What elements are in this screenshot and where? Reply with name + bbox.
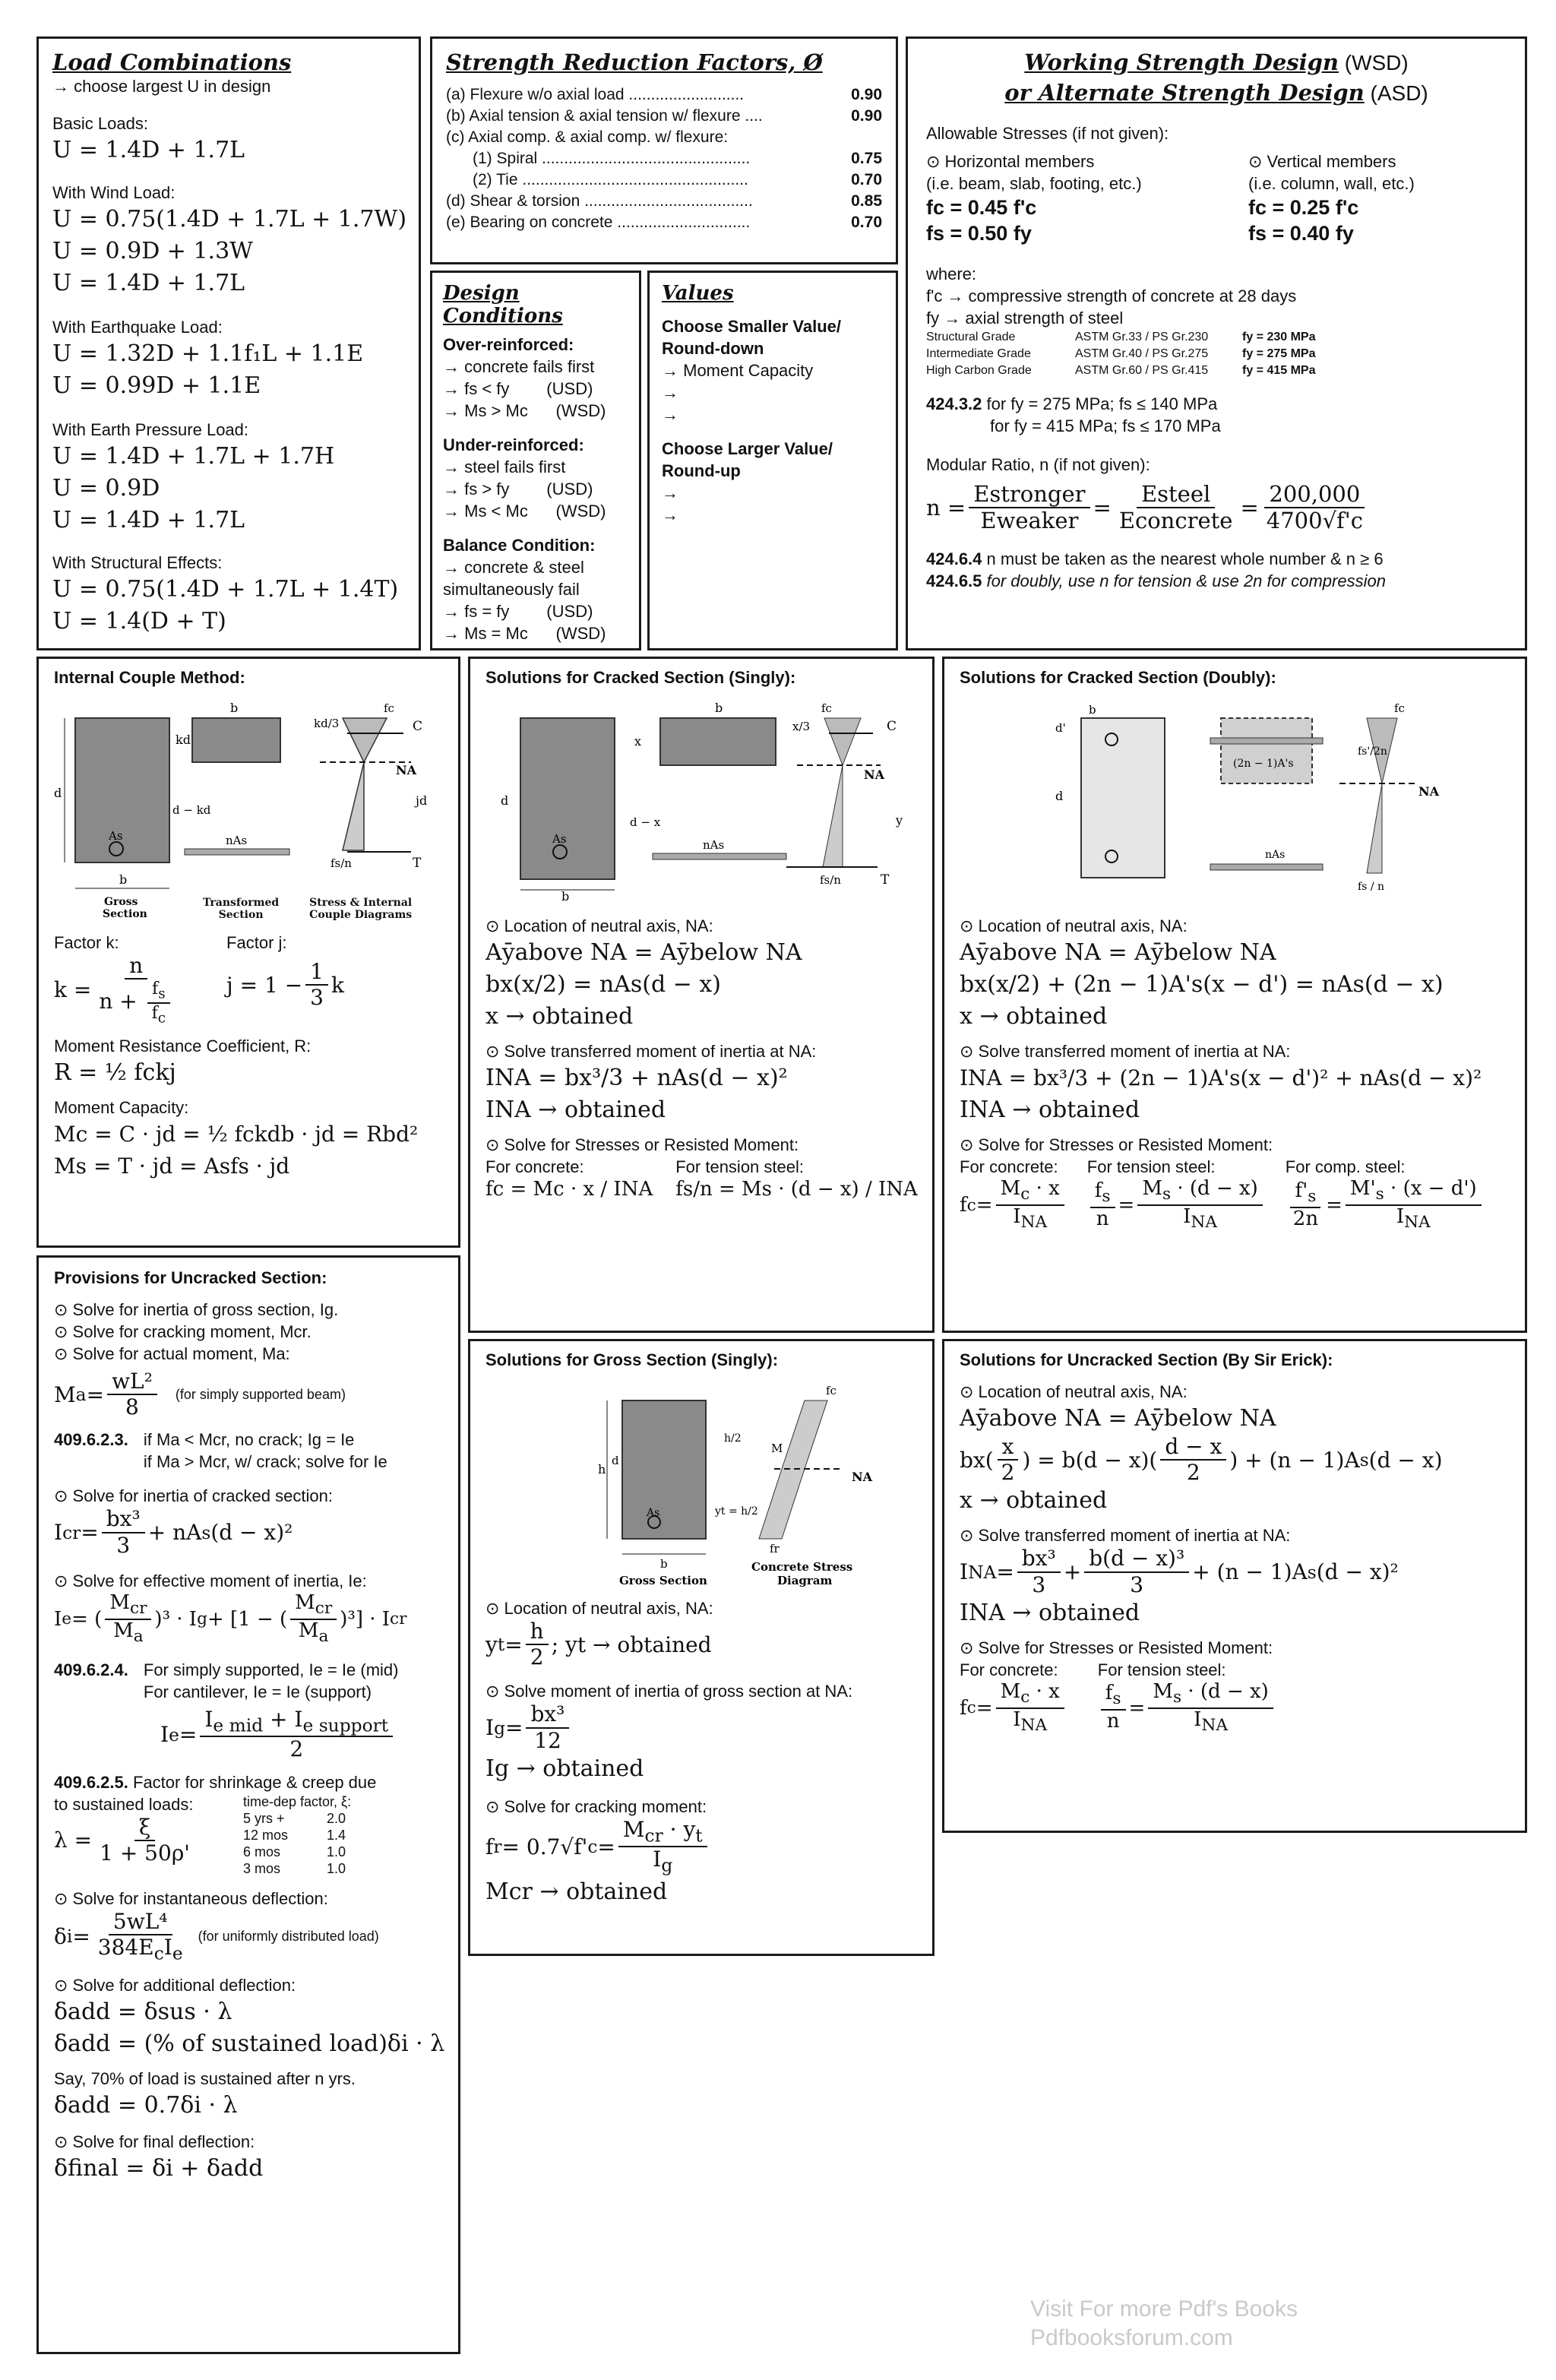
xi-value: 1.4 [326, 1827, 346, 1843]
gs-loc: ⊙ Location of neutral axis, NA: [485, 1599, 713, 1618]
wind-eq-3: U = 1.4D + 1.7L [52, 270, 245, 296]
er-for-concrete: For concrete: [960, 1660, 1058, 1679]
under-heading: Under-reinforced: [443, 435, 584, 454]
cs-eq2: bx(x/2) = nAs(d − x) [485, 971, 721, 998]
add-eq-2: δadd = (% of sustained load)δi · λ [54, 2030, 445, 2058]
icm-label-as: As [109, 829, 123, 843]
wind-eq-2: U = 0.9D + 1.3W [52, 238, 254, 264]
larger-1: → [662, 483, 678, 502]
values-title: Values [662, 282, 734, 305]
wind-label: With Wind Load: [52, 183, 176, 202]
icm-stress-triangle [343, 718, 387, 762]
icm-title: Internal Couple Method: [54, 668, 245, 687]
watermark-line-2: Pdfbooksforum.com [1030, 2325, 1233, 2350]
svg-text:d: d [1055, 789, 1064, 803]
code-424-3-2-text-1: for fy = 275 MPa; fs ≤ 140 MPa [982, 394, 1218, 413]
xi-row [243, 1844, 365, 1860]
ms-eq: Ms = T · jd = Asfs · jd [54, 1154, 290, 1179]
svg-text:C: C [887, 719, 897, 734]
xi-row [243, 1860, 365, 1877]
strength-item [446, 106, 882, 127]
load-note: → choose largest U in design [52, 77, 271, 96]
vt-fs: fs = 0.40 fy [1248, 222, 1354, 245]
cracked-singly-figure [485, 691, 919, 911]
strength-item-value: 0.70 [851, 171, 882, 188]
asd-abbr: (ASD) [1364, 81, 1428, 105]
earth-eq-3: U = 1.4D + 1.7L [52, 507, 245, 533]
xi-period: 5 yrs + [242, 1810, 285, 1826]
smaller-heading-2: Round-down [662, 339, 764, 358]
icm-label-t: T [413, 856, 422, 871]
strength-item [446, 148, 882, 169]
er-stress: ⊙ Solve for Stresses or Resisted Moment: [960, 1638, 1273, 1657]
gs-yt: ; yt → obtained [551, 1632, 712, 1657]
ma-note: (for simply supported beam) [175, 1387, 346, 1403]
internal-couple-panel: Internal Couple Method: b kd kd/3 fc C NA d d − kd jd As nAs fs/n T b Gross Section Transformed Section Stress & Internal Couple Diagrams Factor k: k = n n + $\frac{f_s}{f_c}$ Factor j: j = 1 − $\frac{1}{3}$ k Moment Resistance Coefficient, R: R = ½ fckj Moment Capacity: Mc = C · jd = ½ fckdb · jd = Rbd² Ms = T · jd = Asfs · jd [36, 657, 460, 1248]
cd-eq5: INA → obtained [960, 1097, 1140, 1123]
mod-n: n = [926, 495, 966, 521]
icm-cap-stress-2: Couple Diagrams [309, 909, 413, 921]
icm-label-b: b [230, 701, 239, 715]
svg-text:fr: fr [770, 1542, 780, 1556]
cd-eq2: bx(x/2) + (2n − 1)A's(x − d') = nAs(d − x) [960, 971, 1444, 998]
xi-period: 3 mos [242, 1860, 281, 1876]
svg-text:h/2: h/2 [724, 1432, 742, 1445]
svg-text:NA: NA [1418, 784, 1440, 799]
icm-label-nas: nAs [226, 834, 248, 847]
mc-eq: Mc = C · jd = ½ fckdb · jd = Rbd² [54, 1122, 419, 1147]
un-b8: ⊙ Solve for final deflection: [54, 2132, 255, 2152]
xi-value: 1.0 [326, 1860, 346, 1876]
strength-item-value: 0.90 [851, 107, 882, 125]
uncracked-erick-panel: Solutions for Uncracked Section (By Sir Erick): ⊙ Location of neutral axis, NA: Aȳabove NA = Aȳbelow NA bx( $\frac{x}{2}$ ) = b(d − x)( $\frac{d - x}{2}$ ) + (n − 1)A s (d − x) x → obtained ⊙ Solve transferred moment of inertia at NA: I NA = $\frac{\text{bx³}}{3}$ + $\frac{\text{b(d − x)³}}{3}$ + (n − 1)A s (d − x)² INA → obtained ⊙ Solve for Stresses or Resisted Moment: For concrete: f c = $\frac{M_c \cdot x}{I_{NA}}$ For tension steel: $\frac{f_s}{n}$ = $\frac{M_s \cdot (d - x)}{I_{NA}}$ [942, 1339, 1527, 1833]
icm-label-na: NA [396, 763, 417, 777]
add-eq-3: δadd = 0.7δi · λ [54, 2092, 238, 2119]
un-b5: ⊙ Solve for effective moment of inertia, Ie: [54, 1571, 367, 1590]
gs-mi: ⊙ Solve moment of inertia of gross section at NA: [485, 1682, 853, 1701]
icm-cap-gross: Gross [104, 896, 138, 908]
svg-text:NA: NA [864, 767, 885, 782]
svg-text:As: As [552, 832, 567, 846]
earthquake-eq-2: U = 0.99D + 1.1E [52, 372, 261, 399]
values-panel [647, 271, 898, 650]
smaller-2: → [662, 383, 678, 402]
grade-name: Structural Grade [926, 331, 1016, 343]
allowable-label: Allowable Stresses (if not given): [926, 124, 1169, 143]
gs-cap-gross: Gross Section [619, 1574, 707, 1587]
c2b: For cantilever, Ie = Ie (support) [143, 1682, 372, 1701]
wsd-abbr: (WSD) [1338, 51, 1409, 74]
horizontal-members: ⊙ Horizontal members [926, 152, 1095, 171]
add-eq-1: δadd = δsus · λ [54, 1999, 232, 2026]
grade-name: Intermediate Grade [926, 347, 1031, 360]
strength-reduction-panel [430, 36, 898, 264]
where-label: where: [926, 264, 977, 283]
cs-eq3: x → obtained [485, 1003, 634, 1030]
svg-text:M: M [771, 1442, 783, 1455]
bal-2: simultaneously fail [443, 580, 580, 599]
cs-stress-t [823, 765, 843, 867]
xi-row [243, 1810, 365, 1827]
uncracked-title: Provisions for Uncracked Section: [54, 1268, 327, 1287]
svg-text:d − x: d − x [630, 815, 661, 829]
design-title: Design Conditions [443, 282, 563, 328]
cracked-doubly-figure [960, 691, 1507, 911]
strength-item [446, 169, 882, 191]
say-note: Say, 70% of load is sustained after n yrs. [54, 2069, 356, 2089]
icm-cap-stress: Stress & Internal [309, 897, 413, 909]
icm-cap-transformed: Transformed [203, 897, 280, 909]
un-b3: ⊙ Solve for actual moment, Ma: [54, 1344, 290, 1363]
hz-fc: fc = 0.45 f'c [926, 196, 1037, 219]
code-409-6-2-3: 409.6.2.3. [54, 1430, 128, 1450]
cd-eq3: x → obtained [960, 1003, 1108, 1030]
svg-text:NA: NA [852, 1470, 873, 1484]
cd-gross [1081, 718, 1165, 878]
cs-for-tension: For tension steel: [675, 1157, 804, 1176]
strength-item-label: (d) Shear & torsion ...................................... [446, 192, 753, 210]
svg-text:x/3: x/3 [792, 720, 811, 733]
horizontal-members-eg: (i.e. beam, slab, footing, etc.) [926, 174, 1142, 193]
icm-transformed [192, 718, 280, 762]
code-424-6-4-text: n must be taken as the nearest whole number & n ≥ 6 [982, 549, 1384, 568]
struct-eq-2: U = 1.4(D + T) [52, 608, 226, 635]
mod-frac3-d: 4700√f'c [1266, 508, 1363, 534]
under-3: → Ms < Mc (WSD) [443, 502, 606, 521]
code-409-6-2-5: 409.6.2.5. [54, 1772, 128, 1792]
c2a: For simply supported, Ie = Ie (mid) [143, 1660, 399, 1679]
grade-name: High Carbon Grade [926, 364, 1032, 377]
earthquake-eq-1: U = 1.32D + 1.1f₁L + 1.1E [52, 340, 364, 367]
icm-label-b2: b [119, 872, 128, 887]
di-note: (for uniformly distributed load) [198, 1929, 379, 1945]
modular-label: Modular Ratio, n (if not given): [926, 455, 1150, 474]
strength-title: Strength Reduction Factors, Ø [446, 49, 823, 75]
svg-text:b: b [715, 701, 723, 715]
cs-stress: ⊙ Solve for Stresses or Resisted Moment: [485, 1135, 799, 1154]
icm-cap-transformed-2: Section [218, 909, 264, 921]
svg-text:b: b [660, 1557, 668, 1571]
svg-text:(2n − 1)A's: (2n − 1)A's [1233, 758, 1294, 770]
svg-text:fs / n: fs / n [1358, 881, 1384, 893]
er-eq5: INA → obtained [960, 1599, 1140, 1626]
over-2: → fs < fy (USD) [443, 379, 593, 398]
xi-table [243, 1810, 365, 1877]
wsd-title-1: Working Strength Design [1024, 49, 1339, 75]
over-heading: Over-reinforced: [443, 335, 574, 354]
svg-text:fc: fc [1394, 701, 1405, 715]
svg-text:fs'/2n: fs'/2n [1358, 745, 1387, 758]
strength-item [446, 84, 882, 106]
earthquake-label: With Earthquake Load: [52, 318, 223, 337]
strength-item-value: 0.70 [851, 214, 882, 231]
strength-item-value: 0.75 [851, 150, 882, 167]
icm-label-kd3: kd/3 [314, 717, 340, 730]
cracked-doubly-title: Solutions for Cracked Section (Doubly): [960, 668, 1276, 687]
cd-eq4: INA = bx³/3 + (2n − 1)A's(x − d')² + nAs(d − x)² [960, 1065, 1482, 1090]
strength-item [446, 212, 882, 233]
design-conditions-panel [430, 271, 641, 650]
cs-transformed [660, 718, 776, 765]
icm-cap-gross-2: Section [103, 908, 147, 920]
icm-transformed-steel [185, 849, 289, 855]
grade-astm: ASTM Gr.60 / PS Gr.415 [1075, 364, 1209, 377]
smaller-1: → Moment Capacity [662, 361, 814, 380]
vt-fc: fc = 0.25 f'c [1248, 196, 1359, 219]
strength-item [446, 191, 882, 212]
j-eq: j = 1 − [226, 972, 303, 998]
cd-inertia: ⊙ Solve transferred moment of inertia at NA: [960, 1042, 1291, 1061]
larger-heading-1: Choose Larger Value/ [662, 439, 833, 458]
c1b: if Ma > Mcr, w/ crack; solve for Ie [143, 1452, 387, 1472]
strength-item-value: 0.85 [851, 192, 882, 210]
smaller-3: → [662, 405, 678, 424]
svg-text:yt = h/2: yt = h/2 [715, 1505, 758, 1518]
icm-label-jd: jd [416, 793, 428, 808]
svg-text:d: d [612, 1454, 619, 1467]
xi-heading: time-dep factor, ξ: [242, 1793, 352, 1809]
r-label: Moment Resistance Coefficient, R: [54, 1037, 312, 1056]
wsd-panel: Working Strength Design (WSD) or Alternate Strength Design (ASD) Allowable Stresses (if not given): ⊙ Horizontal members (i.e. beam, slab, footing, etc.) fc = 0.45 f'c fs = 0.50 fy ⊙ Vertical members (i.e. column, wall, etc.) fc = 0.25 f'c fs = 0.40 fy where: f'c → compressive strength of concrete at 28 days fy → axial strength of steel Structural Grade ASTM Gr.33 / PS Gr.230 fy = 230 MPa Intermediate Grade ASTM Gr.40 / PS Gr.275 fy = 275 MPa High Carbon Grade ASTM Gr.60 / PS Gr.415 fy = 415 MPa 424.3.2 for fy = 275 MPa; fs ≤ 140 MPa for fy = 415 MPa; fs ≤ 170 MPa Modular Ratio, n (if not given): n = $\frac{\text{Estronger}}{\text{Eweaker}}$ = $\frac{\text{Esteel}}{\text{Econcrete}}$ = $\frac{200,000}{4700√f'c}$ 424.6.4 n must be taken as the nearest whole number & n ≥ 6 424.6.5 for doubly, use n for tension & use 2n for compression [906, 36, 1527, 650]
basic-eq: U = 1.4D + 1.7L [52, 137, 245, 163]
load-combinations-panel [36, 36, 421, 650]
struct-label: With Structural Effects: [52, 553, 223, 572]
cs-inertia: ⊙ Solve transferred moment of inertia at NA: [485, 1042, 817, 1061]
uncracked-provisions-panel: Provisions for Uncracked Section: ⊙ Solve for inertia of gross section, Ig. ⊙ Solve for cracking moment, Mcr. ⊙ Solve for actual moment, Ma: M a = $\frac{\text{wL²}}{8}$ (for simply supported beam) 409.6.2.3. if Ma < Mcr, no crack; Ig = Ie if Ma > Mcr, w/ crack; solve for Ie ⊙ Solve for inertia of cracked section: I cr = $\frac{\text{bx³}}{3}$ + nA s (d − x)² ⊙ Solve for effective moment of inertia, Ie: I e = ( $\frac{M_{cr}}{M_a}$ )³ · I g + [1 − ( $\frac{M_{cr}}{M_a}$ )³] · I cr 409.6.2.4. For simply supported, Ie = Ie (mid) For cantilever, Ie = Ie (support) I e = $\frac{I_{e mid} + I_{e support}}{2}$ 409.6.2.5. Factor for shrinkage & creep due to sustained loads: λ = $\frac{\xi}{1 + 50\rho'}$ time-dep factor, ξ: 5 yrs + 2.0 12 mos 1.4 6 mos 1.0 3 mos 1.0 ⊙ Solve for instantaneous deflection: δ i = $\frac{\text{5wL⁴}}{384E_cI_e}$ (for uniformly distributed load) ⊙ Solve for additional deflection: δadd = δsus · λ δadd = (% of sustained load)δi · λ Say, 70% of load is sustained after n yrs. δadd = 0.7δi · λ ⊙ Solve for final deflection: δfinal = δi + δadd [36, 1255, 460, 2354]
svg-text:nAs: nAs [703, 838, 725, 852]
gs-gross [622, 1400, 706, 1539]
code-424-3-2: 424.3.2 [926, 394, 982, 413]
svg-text:fc: fc [826, 1384, 837, 1397]
cs-loc: ⊙ Location of neutral axis, NA: [485, 916, 713, 935]
strength-item-value: 0.90 [851, 86, 882, 103]
cd-loc: ⊙ Location of neutral axis, NA: [960, 916, 1188, 935]
svg-text:d': d' [1055, 721, 1066, 735]
strength-item-label: (c) Axial comp. & axial comp. w/ flexure: [446, 128, 729, 146]
un-b7: ⊙ Solve for additional deflection: [54, 1976, 296, 1995]
cs-eq5: INA → obtained [485, 1097, 666, 1123]
mod-frac2-n: Esteel [1137, 482, 1215, 508]
cracked-singly-title: Solutions for Cracked Section (Singly): [485, 668, 796, 687]
basic-label: Basic Loads: [52, 114, 148, 133]
larger-2: → [662, 505, 678, 524]
gs-mcr: Mcr → obtained [485, 1878, 668, 1905]
larger-heading-2: Round-up [662, 461, 741, 480]
cd-eq1: Aȳabove NA = Aȳbelow NA [960, 939, 1276, 966]
grade-row [926, 329, 1507, 346]
strength-item-label: (a) Flexure w/o axial load .......................... [446, 86, 745, 103]
over-3: → Ms > Mc (WSD) [443, 401, 606, 420]
smaller-heading-1: Choose Smaller Value/ [662, 317, 841, 336]
gross-section-figure [485, 1373, 919, 1594]
svg-text:fc: fc [821, 701, 832, 715]
hz-fs: fs = 0.50 fy [926, 222, 1032, 245]
cd-comp-steel [1210, 738, 1323, 744]
struct-eq-1: U = 0.75(1.4D + 1.7L + 1.4T) [52, 576, 399, 603]
watermark [1030, 2295, 1298, 2353]
svg-text:nAs: nAs [1265, 849, 1286, 861]
svg-text:y: y [896, 813, 903, 828]
er-inertia: ⊙ Solve transferred moment of inertia at NA: [960, 1526, 1291, 1546]
un-b6: ⊙ Solve for instantaneous deflection: [54, 1888, 328, 1908]
wind-eq-1: U = 0.75(1.4D + 1.7L + 1.7W) [52, 206, 407, 233]
un-b1: ⊙ Solve for inertia of gross section, Ig. [54, 1300, 339, 1319]
svg-text:b: b [561, 889, 570, 904]
icm-label-fsn: fs/n [330, 856, 352, 870]
over-1: → concrete fails first [443, 357, 595, 376]
svg-text:x: x [634, 734, 642, 748]
cs-steel [653, 853, 786, 859]
er-eq1: Aȳabove NA = Aȳbelow NA [960, 1405, 1276, 1432]
c3a: Factor for shrinkage & creep due [133, 1772, 377, 1792]
gs-crack: ⊙ Solve for cracking moment: [485, 1796, 707, 1816]
un-b4: ⊙ Solve for inertia of cracked section: [54, 1486, 333, 1506]
grade-fy: fy = 415 MPa [1242, 364, 1316, 377]
factor-j-label: Factor j: [226, 933, 287, 952]
earth-eq-2: U = 0.9D [52, 475, 160, 502]
grade-fy: fy = 275 MPa [1242, 347, 1316, 360]
code-424-3-2-text-2: for fy = 415 MPa; fs ≤ 170 MPa [990, 416, 1221, 435]
xi-row [243, 1827, 365, 1844]
cracked-doubly-panel: Solutions for Cracked Section (Doubly): b d' d (2n − 1)A's nAs fc fs'/2n NA fs / n ⊙ Location of neutral axis, NA: Aȳabove NA = Aȳbelow NA bx(x/2) + (2n − 1)A's(x − d') = nAs(d − x) x → obtained ⊙ Solve transferred moment of inertia at NA: INA = bx³/3 + (2n − 1)A's(x − d')² + nAs(d − x)² INA → obtained ⊙ Solve for Stresses or Resisted Moment: For concrete: f c = $\frac{M_c \cdot x}{I_{NA}}$ For tension steel: $\frac{f_s}{n}$ = $\frac{M_s \cdot (d - x)}{I_{NA}}$ For comp. steel: $\frac{f'_s}{2n}$ = $\frac{M'_s \cdot (x - d')}{I_{NA}}$ [942, 657, 1527, 1333]
grade-fy: fy = 230 MPa [1242, 331, 1316, 343]
c1a: if Ma < Mcr, no crack; Ig = Ie [143, 1430, 355, 1450]
code-424-6-5: 424.6.5 [926, 571, 982, 590]
gross-title: Solutions for Gross Section (Singly): [485, 1350, 779, 1369]
code-409-6-2-4: 409.6.2.4. [54, 1660, 128, 1679]
cd-for-comp: For comp. steel: [1285, 1157, 1406, 1176]
xi-value: 1.0 [326, 1844, 346, 1859]
gross-singly-panel: Solutions for Gross Section (Singly): h d h/2 yt = h/2 M NA fc fr As b Gross Section Concrete Stress Diagram ⊙ Location of neutral axis, NA: y t = $\frac{h}{2}$ ; yt → obtained ⊙ Solve moment of inertia of gross section at NA: I g = $\frac{\text{bx³}}{12}$ Ig → obtained ⊙ Solve for cracking moment: f r = 0.7√f' c = $\frac{M_{cr} \cdot y_t}{I_g}$ Mcr → obtained [468, 1339, 935, 1956]
cs-for-concrete: For concrete: [485, 1157, 584, 1176]
cd-transformed [1221, 718, 1312, 783]
er-for-tension: For tension steel: [1097, 1660, 1226, 1679]
strength-item-label: (1) Spiral ............................................... [446, 150, 751, 167]
vertical-members-eg: (i.e. column, wall, etc.) [1248, 174, 1415, 193]
xi-period: 6 mos [242, 1844, 281, 1859]
earth-eq-1: U = 1.4D + 1.7L + 1.7H [52, 443, 335, 470]
cs-fc-eq: fc = Mc · x / INA [485, 1178, 653, 1201]
xi-period: 12 mos [242, 1827, 289, 1843]
gs-cap-stress: Concrete Stress [751, 1560, 853, 1574]
watermark-line-1: Visit For more Pdf's Books [1030, 2296, 1298, 2321]
cd-tens-steel [1210, 864, 1323, 870]
icm-stress-tension [343, 762, 364, 850]
grade-astm: ASTM Gr.40 / PS Gr.275 [1075, 347, 1209, 360]
cs-eq4: INA = bx³/3 + nAs(d − x)² [485, 1065, 788, 1091]
icm-label-c: C [413, 719, 423, 734]
cracked-singly-panel [468, 657, 935, 1333]
load-combinations-title: Load Combinations [52, 49, 292, 75]
bal-4: → Ms = Mc (WSD) [443, 624, 606, 643]
svg-text:fs/n: fs/n [820, 873, 841, 887]
wsd-title-2: or Alternate Strength Design [1004, 80, 1365, 106]
cd-for-concrete: For concrete: [960, 1157, 1058, 1176]
factor-k-label: Factor k: [54, 933, 119, 952]
cs-eq1: Aȳabove NA = Aȳbelow NA [485, 939, 802, 966]
fc-definition: f'c → compressive strength of concrete at 28 days [926, 286, 1297, 305]
gs-ig: Ig → obtained [485, 1755, 644, 1782]
c3b: to sustained loads: [54, 1794, 194, 1814]
icm-label-dkd: d − kd [172, 803, 211, 817]
cd-stress-t [1367, 783, 1382, 873]
mod-frac3-n: 200,000 [1264, 482, 1365, 508]
svg-text:As: As [647, 1507, 660, 1519]
icm-label-kd: kd [176, 733, 191, 747]
under-1: → steel fails first [443, 457, 566, 476]
er-eq3: x → obtained [960, 1487, 1108, 1514]
mod-frac2-d: Econcrete [1118, 508, 1233, 534]
balance-heading: Balance Condition: [443, 536, 596, 555]
er-loc: ⊙ Location of neutral axis, NA: [960, 1382, 1188, 1401]
svg-text:d: d [501, 793, 509, 808]
earth-label: With Earth Pressure Load: [52, 420, 249, 439]
strength-item-label: (b) Axial tension & axial tension w/ flexure .... [446, 107, 763, 125]
un-b2: ⊙ Solve for cracking moment, Mcr. [54, 1322, 312, 1341]
gs-cap-stress-2: Diagram [777, 1574, 833, 1587]
xi-value: 2.0 [326, 1810, 346, 1826]
mod-frac1-n: Estronger [969, 482, 1090, 508]
icm-label-fc: fc [384, 701, 394, 715]
strength-item-label: (2) Tie ................................................... [446, 171, 748, 188]
grade-astm: ASTM Gr.33 / PS Gr.230 [1075, 331, 1209, 343]
grade-row [926, 362, 1507, 379]
code-424-6-4: 424.6.4 [926, 549, 982, 568]
steel-grades-table [926, 329, 1507, 379]
cd-for-tension: For tension steel: [1086, 1157, 1216, 1176]
fy-definition: fy → axial strength of steel [926, 309, 1124, 328]
grade-row [926, 346, 1507, 362]
final-eq: δfinal = δi + δadd [54, 2155, 264, 2182]
k-eq: k = [54, 977, 92, 1003]
strength-item [446, 127, 882, 148]
cs-fs-eq: fs/n = Ms · (d − x) / INA [675, 1178, 918, 1201]
bal-1: → concrete & steel [443, 558, 584, 577]
icm-label-d: d [54, 786, 62, 800]
mc-label: Moment Capacity: [54, 1098, 189, 1118]
r-eq: R = ½ fckj [54, 1059, 176, 1087]
cd-stress: ⊙ Solve for Stresses or Resisted Moment: [960, 1135, 1273, 1154]
svg-text:b: b [1089, 703, 1096, 717]
cs-gross [520, 718, 615, 879]
strength-item-label: (e) Bearing on concrete .............................. [446, 214, 751, 231]
strength-items [446, 84, 882, 233]
svg-text:T: T [881, 872, 890, 888]
code-424-6-5-text: for doubly, use n for tension & use 2n for compression [982, 571, 1386, 590]
vertical-members: ⊙ Vertical members [1248, 152, 1396, 171]
mod-frac1-d: Eweaker [980, 508, 1079, 534]
cs-stress-c [824, 718, 861, 765]
svg-text:h: h [598, 1462, 606, 1476]
erick-title: Solutions for Uncracked Section (By Sir Erick): [960, 1350, 1333, 1369]
bal-3: → fs = fy (USD) [443, 602, 593, 621]
under-2: → fs > fy (USD) [443, 479, 593, 498]
